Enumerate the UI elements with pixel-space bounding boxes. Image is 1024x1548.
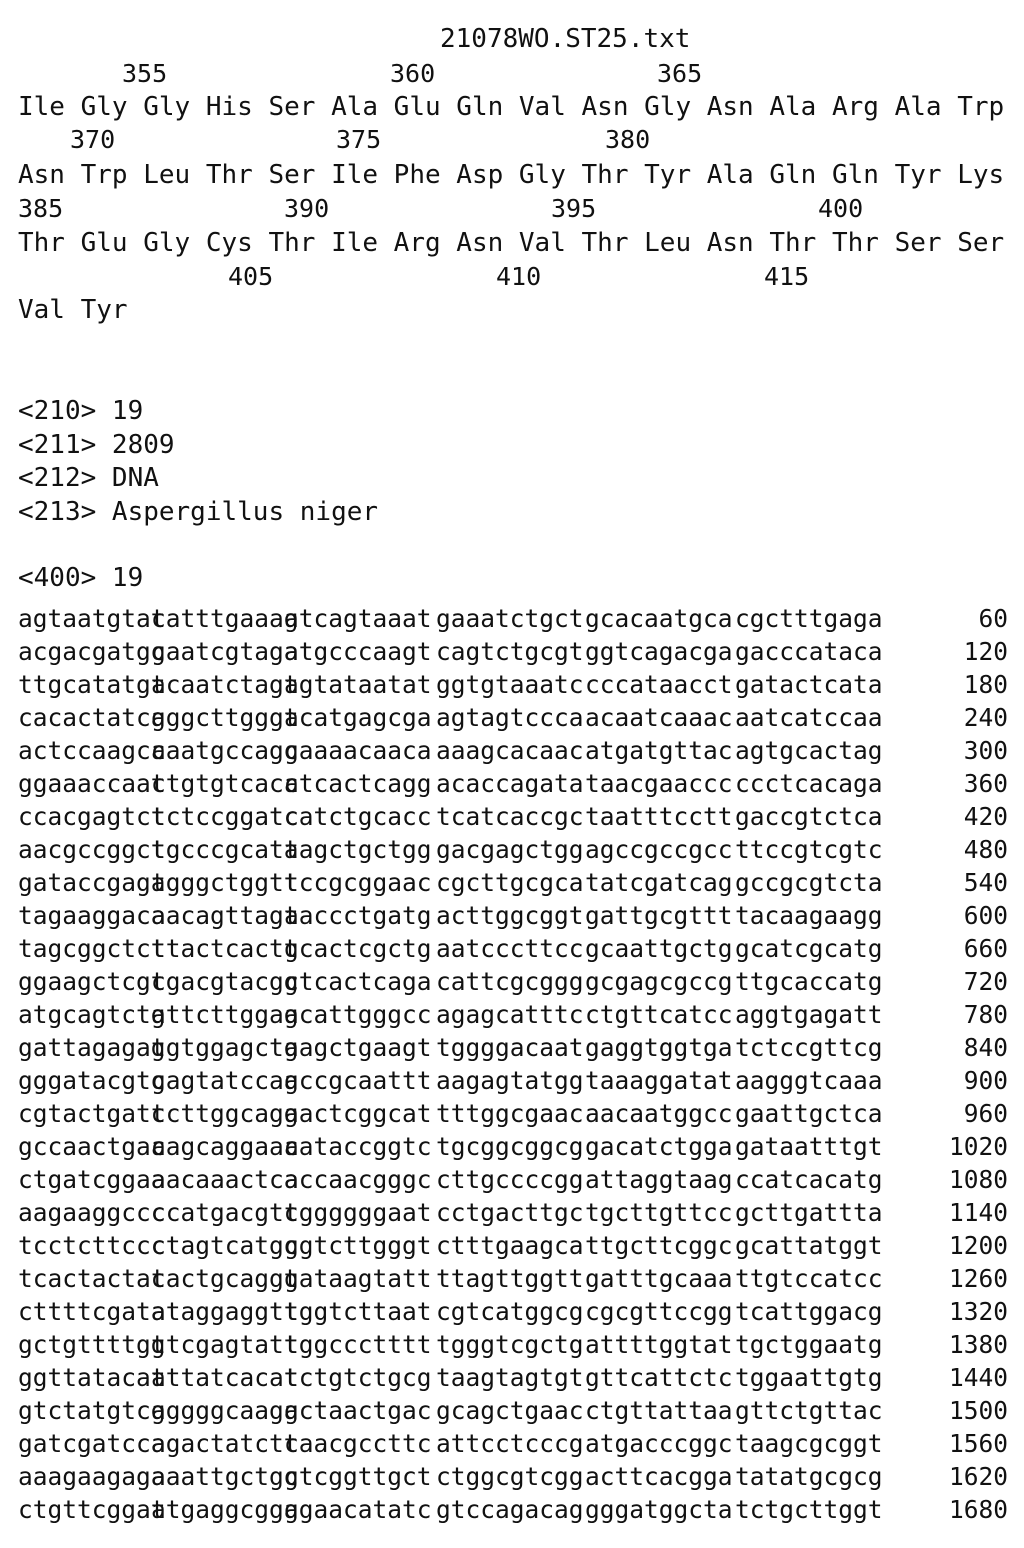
residue-position-number: 370	[70, 125, 116, 154]
nucleotide-group: ctagtcatgc	[151, 1231, 299, 1260]
nucleotide-group: aaatgccagc	[151, 736, 299, 765]
amino-acid-line: Val Tyr	[18, 295, 128, 325]
nucleotide-group: cgacgtacgg	[151, 967, 299, 996]
sequence-index: 180	[963, 670, 1008, 699]
sequence-index: 480	[963, 835, 1008, 864]
sequence-index: 1680	[948, 1495, 1008, 1524]
nucleotide-group: gaatcgtaga	[151, 637, 299, 666]
nucleotide-group: actccaagcc	[18, 736, 166, 765]
nucleotide-group: gattgcgttt	[585, 901, 733, 930]
nucleotide-group: gatcgatcca	[18, 1429, 166, 1458]
sequence-index: 1620	[948, 1462, 1008, 1491]
nucleotide-group: gcaattgctg	[585, 934, 733, 963]
sequence-index: 660	[963, 934, 1008, 963]
nucleotide-group: aagcaggaac	[151, 1132, 299, 1161]
nucleotide-group: cttttcgata	[18, 1297, 166, 1326]
nucleotide-group: acttggcggt	[436, 901, 584, 930]
nucleotide-group: aagggtcaaa	[735, 1066, 883, 1095]
nucleotide-group: aggtgagatt	[735, 1000, 883, 1029]
residue-position-number: 375	[336, 125, 382, 154]
nucleotide-group: aggggcaaga	[151, 1396, 299, 1425]
nucleotide-group: tggtcttaat	[284, 1297, 432, 1326]
nucleotide-group: aaccctgatg	[284, 901, 432, 930]
nucleotide-group: gttctgttac	[735, 1396, 883, 1425]
nucleotide-group: tttggcgaac	[436, 1099, 584, 1128]
nucleotide-group: agtataatat	[284, 670, 432, 699]
nucleotide-group: gcactcgctg	[284, 934, 432, 963]
nucleotide-group: tcctcttccc	[18, 1231, 166, 1260]
nucleotide-group: gacccataca	[735, 637, 883, 666]
nucleotide-group: ttcgagtatt	[151, 1330, 299, 1359]
sequence-index: 900	[963, 1066, 1008, 1095]
nucleotide-group: ctgttattaa	[585, 1396, 733, 1425]
nucleotide-group: tgcttgttcc	[585, 1198, 733, 1227]
residue-position-number: 410	[496, 262, 542, 291]
nucleotide-group: atcactcagg	[284, 769, 432, 798]
nucleotide-group: tcatcaccgc	[436, 802, 584, 831]
nucleotide-group: ctgttcatcc	[585, 1000, 733, 1029]
nucleotide-group: tatcgatcag	[585, 868, 733, 897]
nucleotide-group: attatcacat	[151, 1363, 299, 1392]
nucleotide-group: taacgaaccc	[585, 769, 733, 798]
nucleotide-group: aacaaactca	[151, 1165, 299, 1194]
sequence-index: 960	[963, 1099, 1008, 1128]
nucleotide-group: aactcggcat	[284, 1099, 432, 1128]
nucleotide-group: gacatctgga	[585, 1132, 733, 1161]
sequence-index: 120	[963, 637, 1008, 666]
sequence-index: 540	[963, 868, 1008, 897]
nucleotide-group: ggtcttgggt	[284, 1231, 432, 1260]
nucleotide-group: gccgcgtcta	[735, 868, 883, 897]
nucleotide-group: atgcagtctg	[18, 1000, 166, 1029]
nucleotide-group: ctttgaagca	[436, 1231, 584, 1260]
nucleotide-group: cgtcatggcg	[436, 1297, 584, 1326]
nucleotide-group: aacaatggcc	[585, 1099, 733, 1128]
nucleotide-group: tggggacaat	[436, 1033, 584, 1062]
nucleotide-group: ttgcatatgt	[18, 670, 166, 699]
nucleotide-group: gataatttgt	[735, 1132, 883, 1161]
nucleotide-group: ccatcacatg	[735, 1165, 883, 1194]
sequence-index: 360	[963, 769, 1008, 798]
nucleotide-group: taaaggatat	[585, 1066, 733, 1095]
sequence-index: 840	[963, 1033, 1008, 1062]
nucleotide-group: aaagaagaga	[18, 1462, 166, 1491]
sequence-index: 1500	[948, 1396, 1008, 1425]
nucleotide-group: acgacgatgc	[18, 637, 166, 666]
nucleotide-group: gccaactgac	[18, 1132, 166, 1161]
nucleotide-group: attcctcccg	[436, 1429, 584, 1458]
sequence-index: 1380	[948, 1330, 1008, 1359]
nucleotide-group: cgcgttccgg	[585, 1297, 733, 1326]
nucleotide-group: taagcgcggt	[735, 1429, 883, 1458]
amino-acid-line: Thr Glu Gly Cys Thr Ile Arg Asn Val Thr Leu Asn Thr Thr Ser Ser	[18, 228, 1005, 258]
sequence-index: 600	[963, 901, 1008, 930]
nucleotide-group: agagcatttc	[436, 1000, 584, 1029]
residue-position-number: 365	[657, 59, 703, 88]
nucleotide-group: ttgcttcggc	[585, 1231, 733, 1260]
nucleotide-group: ctggcgtcgg	[436, 1462, 584, 1491]
nucleotide-group: ctgtgtcacc	[151, 769, 299, 798]
nucleotide-group: cgcttgcgca	[436, 868, 584, 897]
nucleotide-group: tctgcttggt	[735, 1495, 883, 1524]
nucleotide-group: gggcttgggt	[151, 703, 299, 732]
nucleotide-group: gcagctgaac	[436, 1396, 584, 1425]
nucleotide-group: gataccgaga	[18, 868, 166, 897]
amino-acid-line: Asn Trp Leu Thr Ser Ile Phe Asp Gly Thr Tyr Ala Gln Gln Tyr Lys	[18, 160, 1005, 190]
nucleotide-group: gggatggcta	[585, 1495, 733, 1524]
nucleotide-group: gctgttttgg	[18, 1330, 166, 1359]
nucleotide-group: gagtatccaa	[151, 1066, 299, 1095]
residue-position-number: 385	[18, 194, 64, 223]
nucleotide-group: taatttcctt	[585, 802, 733, 831]
nucleotide-group: attttggtat	[585, 1330, 733, 1359]
nucleotide-group: acaatcaaac	[585, 703, 733, 732]
residue-position-number: 390	[284, 194, 330, 223]
nucleotide-group: agactatctt	[151, 1429, 299, 1458]
nucleotide-group: cttgccccgg	[436, 1165, 584, 1194]
nucleotide-group: tgcggcggcg	[436, 1132, 584, 1161]
document-title: 21078WO.ST25.txt	[440, 24, 691, 54]
nucleotide-group: gaccgtctca	[735, 802, 883, 831]
nucleotide-group: gcttgattta	[735, 1198, 883, 1227]
nucleotide-group: gaaaacaaca	[284, 736, 432, 765]
sequence-index: 780	[963, 1000, 1008, 1029]
nucleotide-group: gcgagcgccg	[585, 967, 733, 996]
nucleotide-group: attcttggag	[151, 1000, 299, 1029]
metadata-line: <213> Aspergillus niger	[18, 497, 379, 527]
nucleotide-group: tggaattgtg	[735, 1363, 883, 1392]
nucleotide-group: agtaatgtat	[18, 604, 166, 633]
nucleotide-group: ttactcactt	[151, 934, 299, 963]
nucleotide-group: gaattgctca	[735, 1099, 883, 1128]
nucleotide-group: tcattggacg	[735, 1297, 883, 1326]
nucleotide-group: aacgccggct	[18, 835, 166, 864]
nucleotide-group: aagaaggccc	[18, 1198, 166, 1227]
nucleotide-group: tcactactac	[18, 1264, 166, 1293]
nucleotide-group: tactgcaggt	[151, 1264, 299, 1293]
nucleotide-group: ctgatcggaa	[18, 1165, 166, 1194]
sequence-index: 1200	[948, 1231, 1008, 1260]
sequence-index: 1260	[948, 1264, 1008, 1293]
sequence-index: 720	[963, 967, 1008, 996]
nucleotide-group: ttgcaccatg	[735, 967, 883, 996]
residue-position-number: 360	[390, 59, 436, 88]
sequence-index: 300	[963, 736, 1008, 765]
sequence-index: 1440	[948, 1363, 1008, 1392]
nucleotide-group: gcattatggt	[735, 1231, 883, 1260]
nucleotide-group: tgtggagctg	[151, 1033, 299, 1062]
nucleotide-group: gaggtggtga	[585, 1033, 733, 1062]
sequence-index: 240	[963, 703, 1008, 732]
nucleotide-group: atgcccaagt	[284, 637, 432, 666]
nucleotide-group: acatgagcga	[284, 703, 432, 732]
nucleotide-group: cattcgcggg	[436, 967, 584, 996]
nucleotide-group: ttccgtcgtc	[735, 835, 883, 864]
nucleotide-group: ggaagctcgt	[18, 967, 166, 996]
nucleotide-group: ctcactcaga	[284, 967, 432, 996]
metadata-line: <211> 2809	[18, 430, 175, 460]
nucleotide-group: gccgcaattt	[284, 1066, 432, 1095]
nucleotide-group: tgggctggtt	[151, 868, 299, 897]
sequence-index: 1080	[948, 1165, 1008, 1194]
nucleotide-group: aataccggtc	[284, 1132, 432, 1161]
nucleotide-group: tatatgcgcg	[735, 1462, 883, 1491]
nucleotide-group: aagagtatgg	[436, 1066, 584, 1095]
nucleotide-group: tgctggaatg	[735, 1330, 883, 1359]
nucleotide-group: ccacgagtct	[18, 802, 166, 831]
sequence-index: 1560	[948, 1429, 1008, 1458]
nucleotide-group: aatcccttcc	[436, 934, 584, 963]
nucleotide-group: gggatacgtc	[18, 1066, 166, 1095]
sequence-index: 60	[978, 604, 1008, 633]
metadata-line: <212> DNA	[18, 463, 159, 493]
nucleotide-group: cctgacttgc	[436, 1198, 584, 1227]
residue-position-number: 400	[818, 194, 864, 223]
residue-position-number: 355	[122, 59, 168, 88]
nucleotide-group: ctgttcggat	[18, 1495, 166, 1524]
nucleotide-group: tctccgttcg	[735, 1033, 883, 1062]
nucleotide-group: agtagtccca	[436, 703, 584, 732]
nucleotide-group: atgatgttac	[585, 736, 733, 765]
metadata-line: <210> 19	[18, 396, 144, 426]
nucleotide-group: aacagttagt	[151, 901, 299, 930]
nucleotide-group: cccataacct	[585, 670, 733, 699]
nucleotide-group: ggaaaccaat	[18, 769, 166, 798]
nucleotide-group: ggtcagacga	[585, 637, 733, 666]
nucleotide-group: tgcccgcata	[151, 835, 299, 864]
nucleotide-group: ggaacatatc	[284, 1495, 432, 1524]
nucleotide-group: catctgcacc	[284, 802, 432, 831]
nucleotide-group: tagcggctct	[18, 934, 166, 963]
nucleotide-group: gatactcata	[735, 670, 883, 699]
sequence-index: 1140	[948, 1198, 1008, 1227]
nucleotide-group: ccctcacaga	[735, 769, 883, 798]
nucleotide-group: acattgggcc	[284, 1000, 432, 1029]
nucleotide-group: cgtactgatc	[18, 1099, 166, 1128]
nucleotide-group: ccatgacgtc	[151, 1198, 299, 1227]
nucleotide-group: tacaagaagg	[735, 901, 883, 930]
nucleotide-group: taagtagtgt	[436, 1363, 584, 1392]
nucleotide-group: tctccggatc	[151, 802, 299, 831]
nucleotide-group: tggggggaat	[284, 1198, 432, 1227]
nucleotide-group: ttgtccatcc	[735, 1264, 883, 1293]
nucleotide-group: catttgaaag	[151, 604, 299, 633]
nucleotide-group: tgggtcgctg	[436, 1330, 584, 1359]
nucleotide-group: gtcggttgct	[284, 1462, 432, 1491]
nucleotide-group: atgaggcgga	[151, 1495, 299, 1524]
nucleotide-group: cacactatca	[18, 703, 166, 732]
nucleotide-group: aatcatccaa	[735, 703, 883, 732]
nucleotide-group: gaaatctgct	[436, 604, 584, 633]
nucleotide-group: agtgcactag	[735, 736, 883, 765]
residue-position-number: 395	[551, 194, 597, 223]
sequence-index: 1320	[948, 1297, 1008, 1326]
nucleotide-group: tagaaggaca	[18, 901, 166, 930]
metadata-line: <400> 19	[18, 563, 144, 593]
nucleotide-group: ttagttggtt	[436, 1264, 584, 1293]
nucleotide-group: cgctttgaga	[735, 604, 883, 633]
residue-position-number: 415	[764, 262, 810, 291]
nucleotide-group: acaatctagt	[151, 670, 299, 699]
nucleotide-group: aaagcacaac	[436, 736, 584, 765]
nucleotide-group: tccgcggaac	[284, 868, 432, 897]
nucleotide-group: caacgccttc	[284, 1429, 432, 1458]
nucleotide-group: gtccagacag	[436, 1495, 584, 1524]
nucleotide-group: ggtgtaaatc	[436, 670, 584, 699]
nucleotide-group: agccgccgcc	[585, 835, 733, 864]
nucleotide-group: cagtctgcgt	[436, 637, 584, 666]
nucleotide-group: gtctatgtcg	[18, 1396, 166, 1425]
nucleotide-group: accaacgggc	[284, 1165, 432, 1194]
amino-acid-line: Ile Gly Gly His Ser Ala Glu Gln Val Asn Gly Asn Ala Arg Ala Trp	[18, 92, 1005, 122]
nucleotide-group: gttcattctc	[585, 1363, 733, 1392]
nucleotide-group: tagctgctgg	[284, 835, 432, 864]
nucleotide-group: atcagtaaat	[284, 604, 432, 633]
residue-position-number: 380	[605, 125, 651, 154]
nucleotide-group: gctaactgac	[284, 1396, 432, 1425]
nucleotide-group: acaccagata	[436, 769, 584, 798]
nucleotide-group: gcatcgcatg	[735, 934, 883, 963]
nucleotide-group: tctgtctgcg	[284, 1363, 432, 1392]
nucleotide-group: gataagtatt	[284, 1264, 432, 1293]
nucleotide-group: acttcacgga	[585, 1462, 733, 1491]
nucleotide-group: ataggaggtt	[151, 1297, 299, 1326]
residue-position-number: 405	[228, 262, 274, 291]
nucleotide-group: aagctgaagt	[284, 1033, 432, 1062]
nucleotide-group: gcacaatgca	[585, 604, 733, 633]
sequence-index: 420	[963, 802, 1008, 831]
nucleotide-group: gatttgcaaa	[585, 1264, 733, 1293]
nucleotide-group: tggccctttt	[284, 1330, 432, 1359]
sequence-index: 1020	[948, 1132, 1008, 1161]
nucleotide-group: gacgagctgg	[436, 835, 584, 864]
nucleotide-group: ggttatacat	[18, 1363, 166, 1392]
nucleotide-group: tcttggcagg	[151, 1099, 299, 1128]
nucleotide-group: atgacccggc	[585, 1429, 733, 1458]
nucleotide-group: gattagagag	[18, 1033, 166, 1062]
nucleotide-group: aaattgctgc	[151, 1462, 299, 1491]
nucleotide-group: attaggtaag	[585, 1165, 733, 1194]
